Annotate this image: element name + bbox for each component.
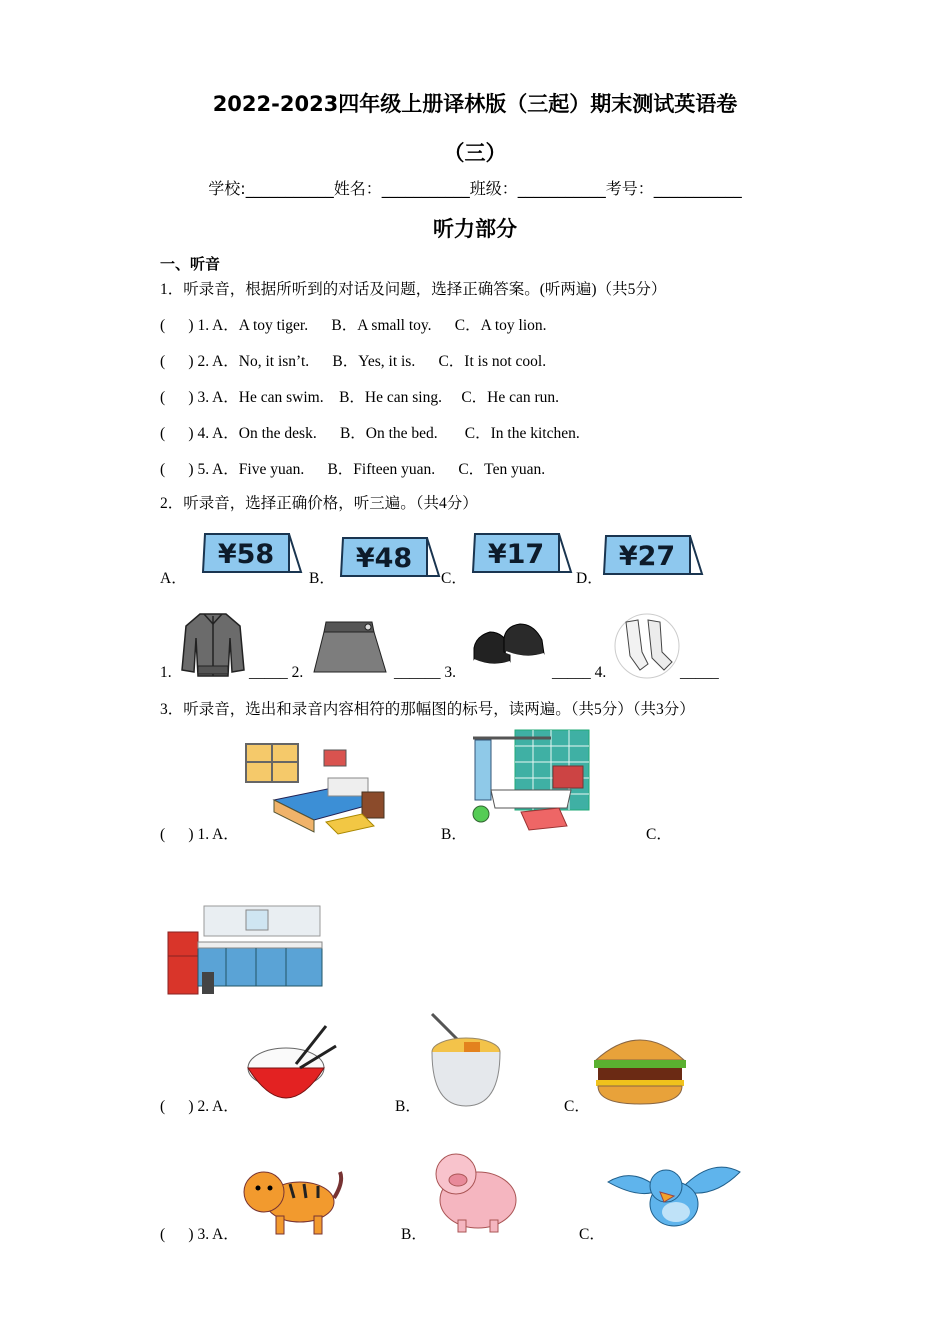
shoes-image <box>470 618 548 674</box>
option-label: B． <box>395 1098 421 1115</box>
option-label: C． <box>441 570 467 587</box>
q1-item: ( ) 4. A．On the desk. B．On the bed. C．In the kitchen. <box>160 425 580 442</box>
option-label: D． <box>576 570 603 587</box>
soup-image <box>424 1010 506 1108</box>
option-label: C． <box>579 1226 605 1243</box>
option-label: A． <box>160 570 187 587</box>
price-tag-text: ¥58 <box>217 539 275 570</box>
option-label: C． <box>564 1098 590 1115</box>
price-tag-48 <box>339 534 443 582</box>
rice-bowl-image <box>244 1024 338 1108</box>
jacket-image <box>178 608 248 680</box>
q2-instruction: 2．听录音，选择正确价格，听三遍。（共4分） <box>160 495 478 512</box>
price-tag-text: ¥48 <box>355 543 413 574</box>
part-title: 听力部分 <box>433 217 517 241</box>
item-label: _____ <box>680 664 719 681</box>
bathroom-image <box>471 728 591 832</box>
price-tag-27 <box>602 532 706 580</box>
bird-image <box>604 1156 744 1236</box>
q1-item: ( ) 2. A．No, it isn’t. B．Yes, it is. C．It is not cool. <box>160 353 547 370</box>
item-label: _____ 2. <box>249 664 304 681</box>
price-tag-58 <box>201 530 305 578</box>
q3-item-label: ( ) 3. A． <box>160 1226 239 1243</box>
q3-item-label: ( ) 1. A． <box>160 826 239 843</box>
q1-item: ( ) 3. A．He can swim. B．He can sing. C．He can run. <box>160 389 560 406</box>
option-label: B． <box>401 1226 427 1243</box>
bedroom-image <box>244 742 386 836</box>
skirt-image <box>312 618 388 678</box>
item-label: _____ 4. <box>552 664 607 681</box>
q3-item-label: ( ) 2. A． <box>160 1098 239 1115</box>
q1-instruction: 1．听录音，根据所听到的对话及问题，选择正确答案。(听两遍)（共5分） <box>160 281 667 298</box>
option-label: B． <box>309 570 335 587</box>
price-tag-17 <box>471 530 575 578</box>
q1-item: ( ) 5. A．Five yuan. B．Fifteen yuan. C．Ten yuan. <box>160 461 546 478</box>
section-heading: 一、听音 <box>160 255 221 273</box>
pig-image <box>428 1146 520 1236</box>
socks-image <box>612 612 682 680</box>
item-label: ______ 3. <box>394 664 456 681</box>
tiger-image <box>240 1158 344 1238</box>
kitchen-image <box>166 904 324 998</box>
q1-item: ( ) 1. A．A toy tiger. B．A small toy. C．A toy lion. <box>160 317 547 334</box>
option-label: B． <box>441 826 467 843</box>
price-tag-text: ¥17 <box>487 539 545 570</box>
item-label: 1. <box>160 664 172 681</box>
document-title-subtitle: （三） <box>443 141 507 165</box>
q3-instruction: 3．听录音，选出和录音内容相符的那幅图的标号，读两遍。（共5分）（共3分） <box>160 701 695 718</box>
option-label: C． <box>646 826 672 843</box>
burger-image <box>590 1026 690 1108</box>
price-tag-text: ¥27 <box>618 541 676 572</box>
document-title: 2022-2023四年级上册译林版（三起）期末测试英语卷 <box>212 92 738 116</box>
student-info-line: 学校:___________姓名：___________班级：___________考号：___________ <box>208 179 742 198</box>
